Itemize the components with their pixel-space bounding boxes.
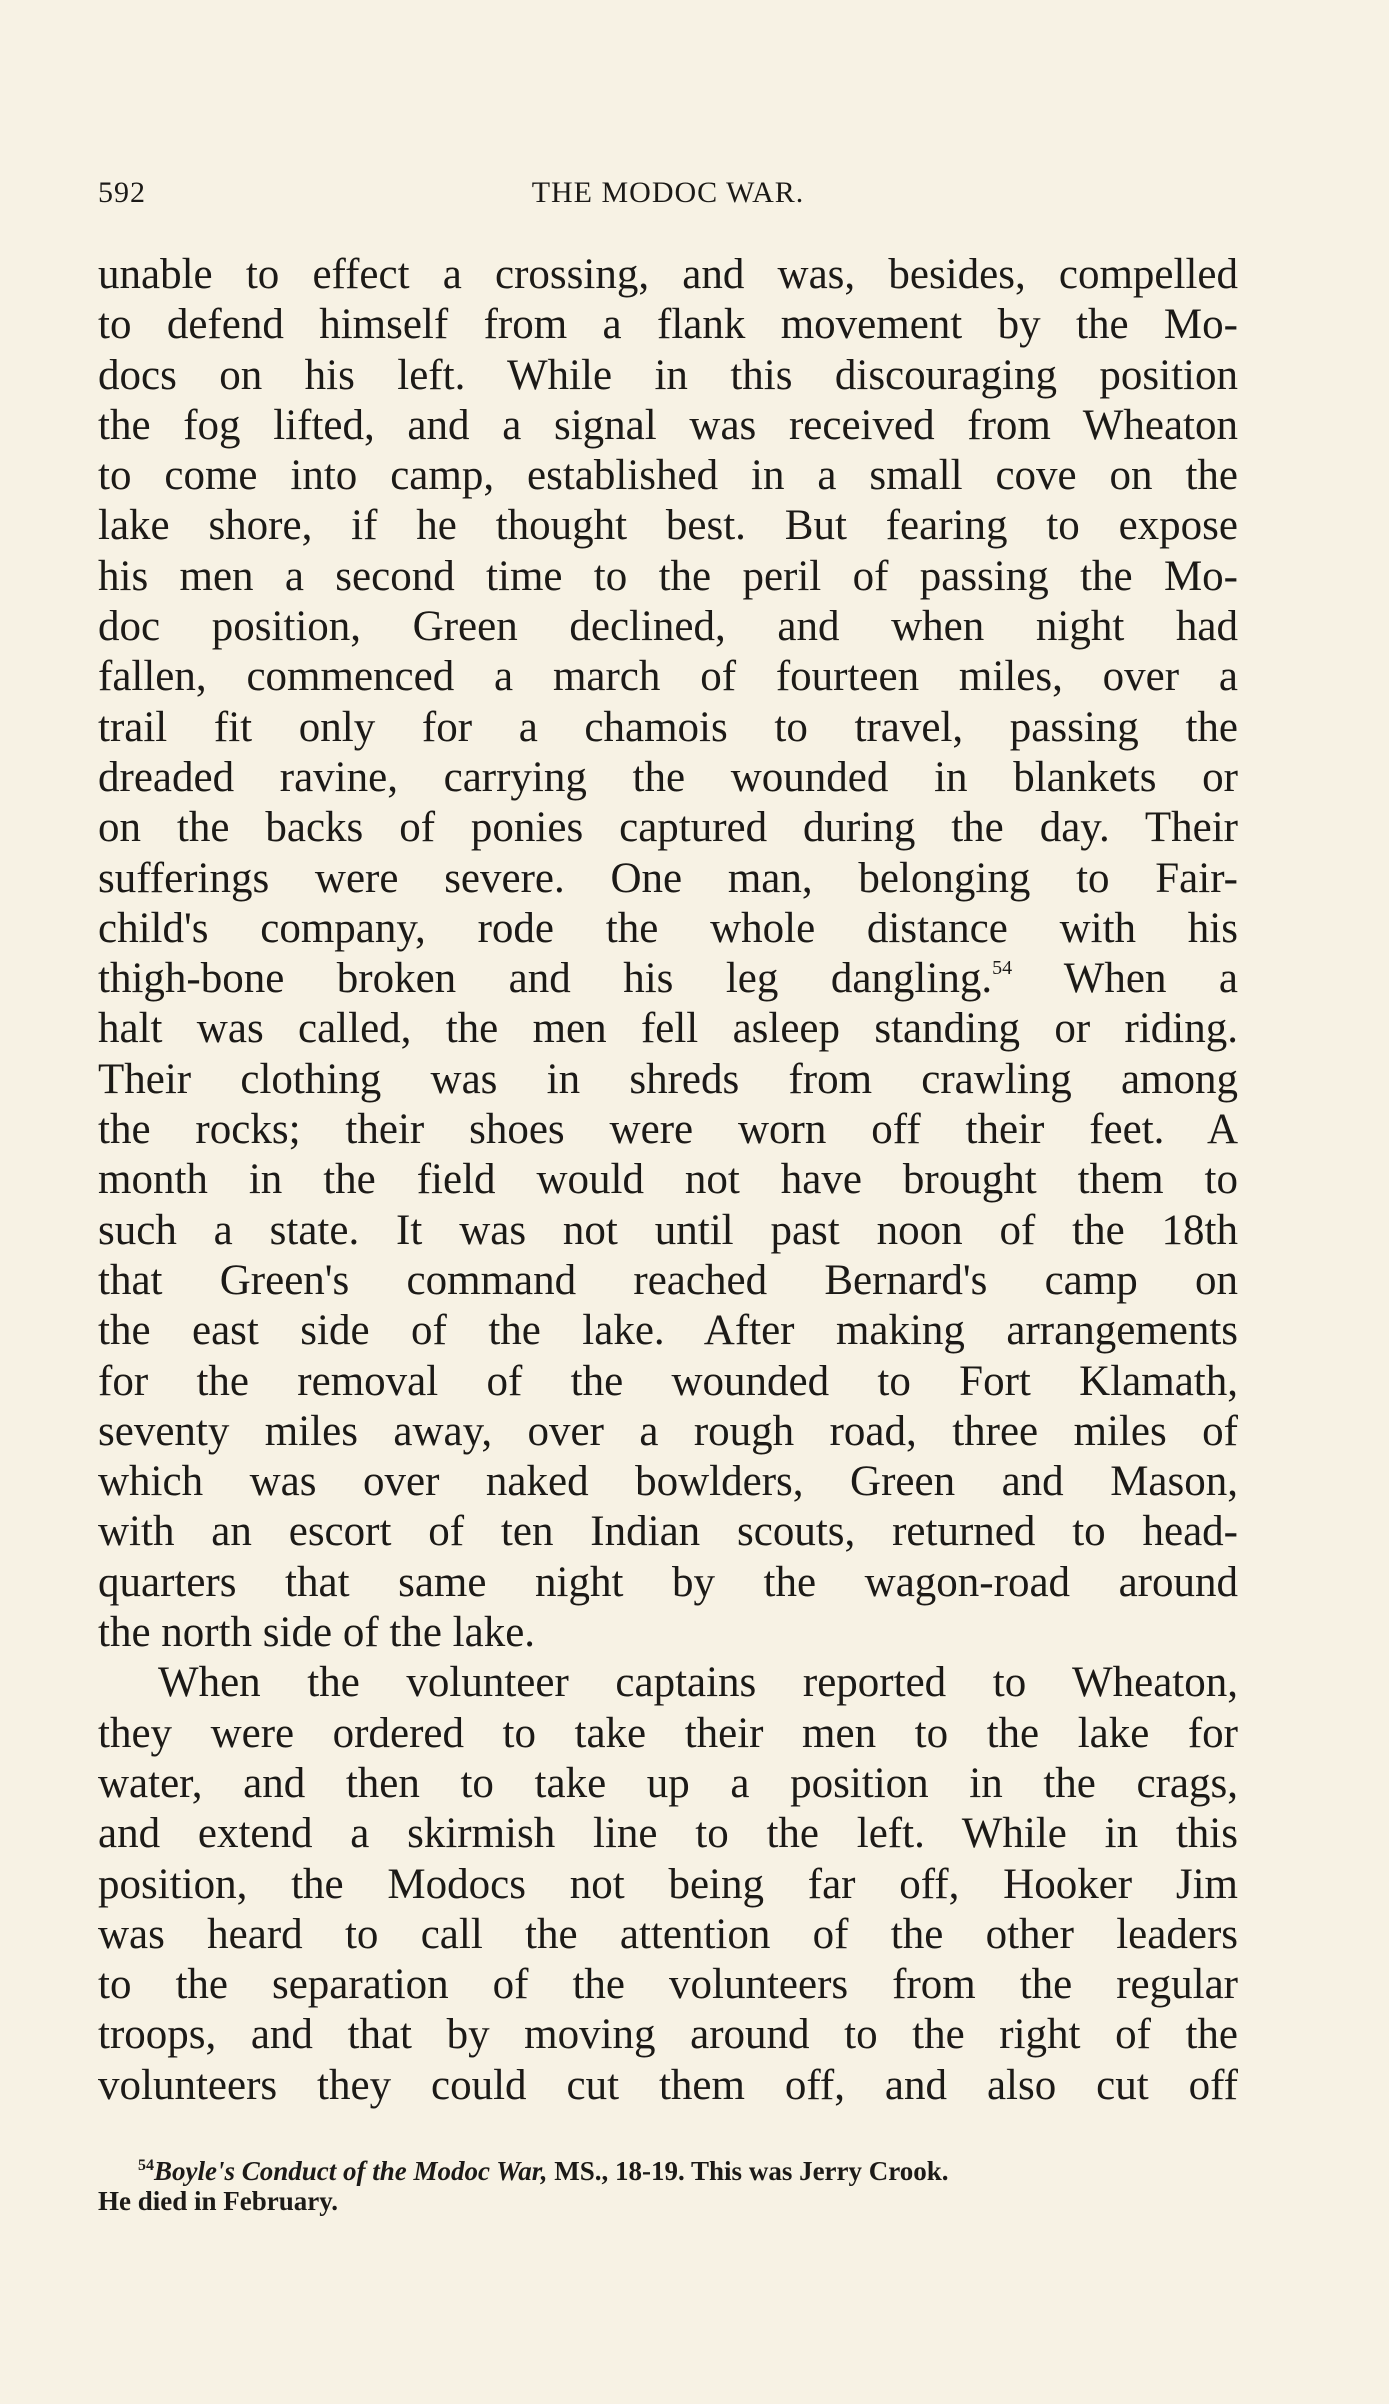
- text-line: Their clothing was in shreds from crawling among: [98, 1055, 1238, 1103]
- text-fragment: When a: [1012, 955, 1238, 1003]
- text-line: month in the field would not have brought them to: [98, 1156, 1238, 1204]
- running-head: [98, 176, 1238, 222]
- text-line: with an escort of ten Indian scouts, returned to head-: [98, 1508, 1238, 1556]
- text-line: trail fit only for a chamois to travel, passing the: [98, 703, 1238, 751]
- text-line: that Green's command reached Bernard's camp on: [98, 1256, 1238, 1304]
- text-line: to defend himself from a flank movement by the Mo-: [98, 301, 1238, 349]
- running-title: THE MODOC WAR.: [531, 176, 805, 209]
- text-line: they were ordered to take their men to the lake for: [98, 1709, 1238, 1757]
- footnote-marker: 54: [138, 2157, 154, 2174]
- text-line: volunteers they could cut them off, and also cut off: [98, 2061, 1238, 2109]
- footnote-line: [98, 2156, 1238, 2186]
- text-line: dreaded ravine, carrying the wounded in blankets or: [98, 753, 1238, 801]
- text-line: sufferings were severe. One man, belonging to Fair-: [98, 854, 1238, 902]
- text-line: position, the Modocs not being far off, Hooker Jim: [98, 1860, 1238, 1908]
- text-line: the north side of the lake.: [98, 1609, 536, 1657]
- text-line: troops, and that by moving around to the right of the: [98, 2011, 1238, 2059]
- text-line: doc position, Green declined, and when night had: [98, 603, 1238, 651]
- text-line-with-footnote-ref: [98, 954, 1238, 1004]
- body-text: [98, 250, 1238, 2111]
- text-line: the fog lifted, and a signal was received from Wheaton: [98, 401, 1238, 449]
- text-line: child's company, rode the whole distance with his: [98, 904, 1238, 952]
- text-line: was heard to call the attention of the other leaders: [98, 1910, 1238, 1958]
- text-fragment: thigh-bone broken and his leg dangling.: [98, 955, 993, 1003]
- text-line: to come into camp, established in a small cove on the: [98, 452, 1238, 500]
- text-line: quarters that same night by the wagon-road around: [98, 1558, 1238, 1606]
- footnote: [98, 2156, 1238, 2216]
- text-line: the rocks; their shoes were worn off their feet. A: [98, 1106, 1238, 1154]
- text-line: unable to effect a crossing, and was, besides, compelled: [98, 251, 1238, 298]
- footnote-text: MS., 18-19. This was Jerry Crook.: [547, 2156, 949, 2186]
- text-line: water, and then to take up a position in the crags,: [98, 1759, 1238, 1807]
- text-line: docs on his left. While in this discouraging position: [98, 351, 1238, 399]
- text-line: halt was called, the men fell asleep standing or riding.: [98, 1005, 1238, 1053]
- text-line: to the separation of the volunteers from the regular: [98, 1961, 1238, 2009]
- text-line: and extend a skirmish line to the left. While in this: [98, 1810, 1238, 1858]
- footnote-reference: 54: [992, 957, 1013, 980]
- text-line: fallen, commenced a march of fourteen miles, over a: [98, 653, 1238, 701]
- text-line: lake shore, if he thought best. But fearing to expose: [98, 502, 1238, 550]
- text-line: for the removal of the wounded to Fort Klamath,: [98, 1357, 1238, 1405]
- text-line: the east side of the lake. After making arrangements: [98, 1307, 1238, 1355]
- text-line: which was over naked bowlders, Green and Mason,: [98, 1458, 1238, 1506]
- text-line: such a state. It was not until past noon of the 18th: [98, 1206, 1238, 1254]
- text-line: seventy miles away, over a rough road, three miles of: [98, 1407, 1238, 1455]
- page-number: 592: [98, 176, 146, 209]
- text-line: on the backs of ponies captured during the day. Their: [98, 804, 1238, 852]
- footnote-citation: Boyle's Conduct of the Modoc War,: [154, 2156, 548, 2186]
- text-line: his men a second time to the peril of passing the Mo-: [98, 552, 1238, 600]
- text-line: When the volunteer captains reported to Wheaton,: [158, 1659, 1238, 1707]
- footnote-line: He died in February.: [98, 2186, 339, 2216]
